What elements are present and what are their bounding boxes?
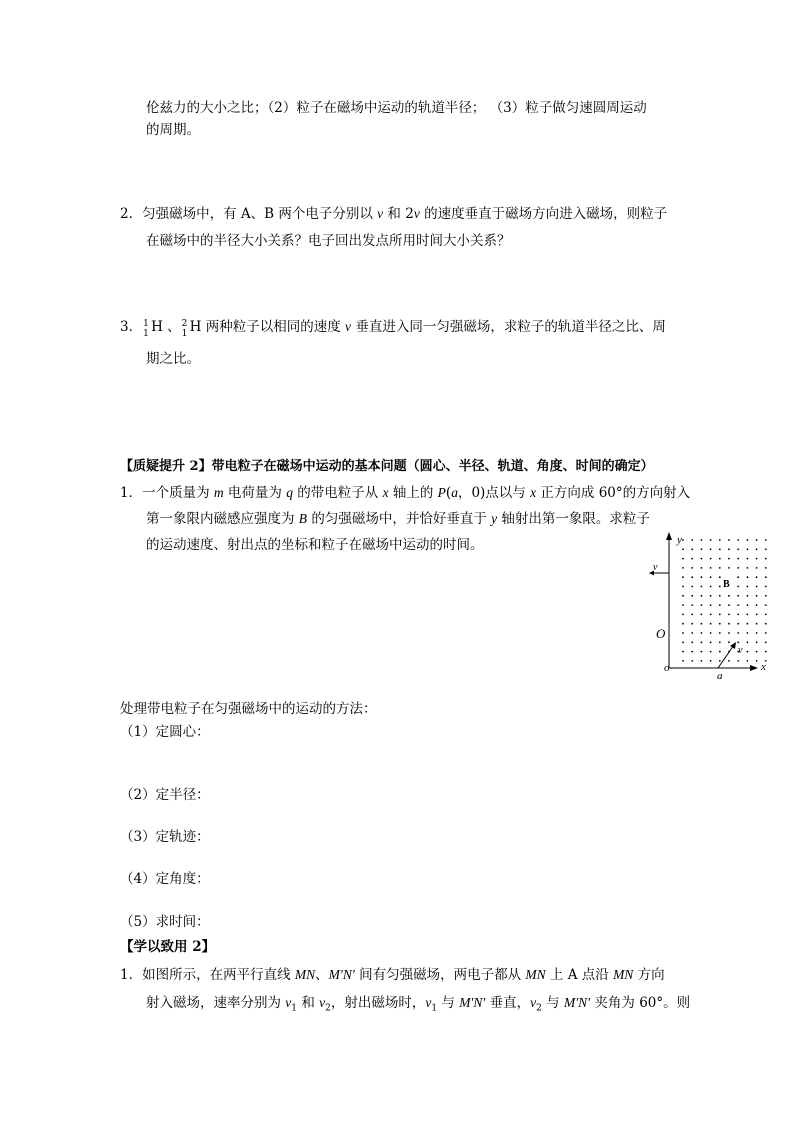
field-dot [756, 539, 758, 541]
field-dot [756, 632, 758, 634]
field-dot [710, 660, 712, 662]
field-dot [691, 641, 693, 643]
field-dot [747, 586, 749, 588]
field-dot [765, 623, 767, 625]
field-dot [747, 651, 749, 653]
field-dot [756, 567, 758, 569]
field-dot [691, 595, 693, 597]
field-dot [682, 576, 684, 578]
field-dot [765, 558, 767, 560]
field-dot [719, 548, 721, 550]
field-dot [747, 660, 749, 662]
field-dot [710, 651, 712, 653]
field-dot [710, 586, 712, 588]
field-dot [682, 651, 684, 653]
center-label: O [656, 626, 666, 641]
field-dot [701, 548, 703, 550]
field-dot [701, 586, 703, 588]
intro-line-1: 伦兹力的大小之比；（2）粒子在磁场中运动的轨道半径； （3）粒子做匀速圆周运动 [146, 100, 647, 116]
field-dot [691, 548, 693, 550]
field-dot [682, 567, 684, 569]
field-dot [691, 614, 693, 616]
field-dot [682, 614, 684, 616]
field-dot [719, 632, 721, 634]
entry-velocity-arrow [718, 645, 734, 668]
field-dot [747, 539, 749, 541]
field-dot [747, 614, 749, 616]
a1-line-2: 射入磁场，速率分别为 $v_1$ 和 $v_2$，射出磁场时，$v_1$ 与 M′N′ 垂直，$v_2$ 与 M′N′ 夹角为 60°。则 [146, 995, 691, 1014]
field-dot [719, 660, 721, 662]
field-dot [756, 595, 758, 597]
field-dot [737, 604, 739, 606]
q3-line-2: 期之比。 [146, 351, 200, 367]
field-dot [710, 632, 712, 634]
field-dot [728, 558, 730, 560]
field-dot [719, 567, 721, 569]
field-dot [728, 641, 730, 643]
field-dot [710, 641, 712, 643]
field-dot [756, 614, 758, 616]
y-axis-label: y [677, 534, 682, 546]
field-dot [710, 548, 712, 550]
field-dot [737, 595, 739, 597]
point-a-label: a [717, 670, 723, 682]
method-step-1: （1）定圆心： [120, 724, 210, 740]
field-dot [747, 632, 749, 634]
field-dot [765, 632, 767, 634]
section-heading-2: 【质疑提升 2】带电粒子在磁场中运动的基本问题（圆心、半径、轨道、角度、时间的确定） [120, 459, 654, 474]
field-dot [728, 604, 730, 606]
field-dot [765, 651, 767, 653]
p1-line-2: 第一象限内磁感应强度为 B 的匀强磁场中，并恰好垂直于 y 轴射出第一象限。求粒子 [146, 511, 650, 527]
field-dot [710, 558, 712, 560]
section-heading-3: 【学以致用 2】 [120, 939, 216, 955]
q2-number: 2． [120, 206, 143, 222]
field-dot [747, 548, 749, 550]
field-dot [710, 614, 712, 616]
field-dot [682, 595, 684, 597]
field-dot [728, 632, 730, 634]
field-dot [728, 623, 730, 625]
field-dot [701, 604, 703, 606]
field-dot [765, 567, 767, 569]
field-dot [756, 651, 758, 653]
field-dot [719, 623, 721, 625]
field-dot [710, 604, 712, 606]
field-dot [682, 558, 684, 560]
field-dot [719, 595, 721, 597]
field-dot [737, 539, 739, 541]
field-dot [691, 558, 693, 560]
intro-line-2: 的周期。 [146, 122, 200, 138]
field-dot [756, 548, 758, 550]
field-dot [682, 632, 684, 634]
field-dot [737, 632, 739, 634]
q3-number: 3． [120, 319, 143, 335]
x-axis-arrow [750, 665, 758, 671]
origin-label: o [664, 662, 670, 674]
field-dot [765, 576, 767, 578]
field-dot [701, 576, 703, 578]
field-dot [701, 623, 703, 625]
field-dot [765, 586, 767, 588]
field-dot [728, 660, 730, 662]
field-dot [710, 567, 712, 569]
p1-line-3: 的运动速度、射出点的坐标和粒子在磁场中运动的时间。 [146, 537, 484, 553]
field-dot [701, 651, 703, 653]
field-dot [691, 539, 693, 541]
field-dot [747, 623, 749, 625]
a1-line-1: 1．如图所示，在两平行直线 MN、M′N′ 间有匀强磁场，两电子都从 MN 上 A 点沿 MN 方向 [120, 967, 665, 983]
field-dot [691, 651, 693, 653]
field-dot [747, 604, 749, 606]
field-dot [691, 586, 693, 588]
field-dot [719, 604, 721, 606]
field-dot [701, 641, 703, 643]
field-dot [728, 548, 730, 550]
field-dot [747, 567, 749, 569]
field-dot [701, 614, 703, 616]
isotope-1: 1 1 [143, 319, 149, 339]
x-axis-label: x [761, 661, 766, 673]
field-dot [682, 660, 684, 662]
field-dot [756, 576, 758, 578]
method-step-4: （4）定角度： [120, 871, 210, 887]
field-dot [737, 548, 739, 550]
field-dot [756, 558, 758, 560]
field-dot [747, 641, 749, 643]
field-dot [747, 576, 749, 578]
field-dot [737, 641, 739, 643]
field-dot [701, 567, 703, 569]
field-dot [765, 641, 767, 643]
q2-line-1: 2．匀强磁场中，有 A、B 两个电子分别以 v 和 2v 的速度垂直于磁场方向进入磁场，则粒子 [120, 206, 668, 222]
method-step-5: （5）求时间： [120, 914, 210, 930]
field-dot [719, 576, 721, 578]
q3-line-1: 3． 1 1 H 、 2 1 H 两种粒子以相同的速度 v 垂直进入同一匀强磁场，求粒子的轨道半径之比、周 [120, 319, 666, 339]
field-dot [756, 604, 758, 606]
field-dot [765, 539, 767, 541]
velocity-label-right: v [738, 645, 743, 656]
field-dot [701, 660, 703, 662]
field-dot [737, 558, 739, 560]
field-dot [765, 614, 767, 616]
field-dot [682, 539, 684, 541]
field-dot [737, 623, 739, 625]
field-dot [719, 539, 721, 541]
field-dot [765, 548, 767, 550]
field-dot [719, 651, 721, 653]
velocity-label-left: v [653, 562, 658, 573]
field-dot [756, 586, 758, 588]
field-dot [682, 586, 684, 588]
field-dot [682, 623, 684, 625]
field-dot [701, 595, 703, 597]
y-axis-arrow [666, 532, 672, 540]
field-dot [737, 614, 739, 616]
p1-line-1: 1．一个质量为 m 电荷量为 q 的带电粒子从 x 轴上的 P(a，0)点以与 x 正方向成 60°的方向射入 [120, 485, 691, 501]
field-dot [747, 595, 749, 597]
field-dot [728, 595, 730, 597]
field-dot [756, 641, 758, 643]
field-dot [682, 641, 684, 643]
field-dots [682, 539, 767, 662]
method-step-2: （2）定半径： [120, 787, 210, 803]
field-dot [701, 632, 703, 634]
field-dot [728, 614, 730, 616]
field-dot [719, 558, 721, 560]
field-dot [691, 623, 693, 625]
field-dot [710, 539, 712, 541]
field-dot [737, 586, 739, 588]
field-dot [737, 660, 739, 662]
field-dot [719, 614, 721, 616]
field-dot [701, 539, 703, 541]
field-dot [710, 576, 712, 578]
q2-line-2: 在磁场中的半径大小关系？电子回出发点所用时间大小关系？ [146, 233, 511, 249]
field-dot [691, 576, 693, 578]
isotope-2: 2 1 [181, 319, 188, 339]
field-dot [682, 548, 684, 550]
field-dot [765, 595, 767, 597]
field-dot [710, 623, 712, 625]
field-dot [719, 586, 721, 588]
field-dot [728, 567, 730, 569]
field-dot [691, 604, 693, 606]
field-dot [747, 558, 749, 560]
method-title: 处理带电粒子在匀强磁场中的运动的方法： [120, 701, 377, 717]
magnetic-field-figure [648, 530, 782, 682]
field-dot [691, 660, 693, 662]
method-step-3: （3）定轨迹： [120, 829, 210, 845]
field-dot [728, 539, 730, 541]
field-dot [710, 595, 712, 597]
field-dot [691, 632, 693, 634]
field-label: B [723, 579, 730, 590]
field-dot [737, 567, 739, 569]
field-dot [756, 623, 758, 625]
field-dot [756, 660, 758, 662]
field-dot [701, 558, 703, 560]
field-dot [737, 576, 739, 578]
field-dot [719, 641, 721, 643]
field-dot [682, 604, 684, 606]
field-dot [691, 567, 693, 569]
field-dot [765, 604, 767, 606]
